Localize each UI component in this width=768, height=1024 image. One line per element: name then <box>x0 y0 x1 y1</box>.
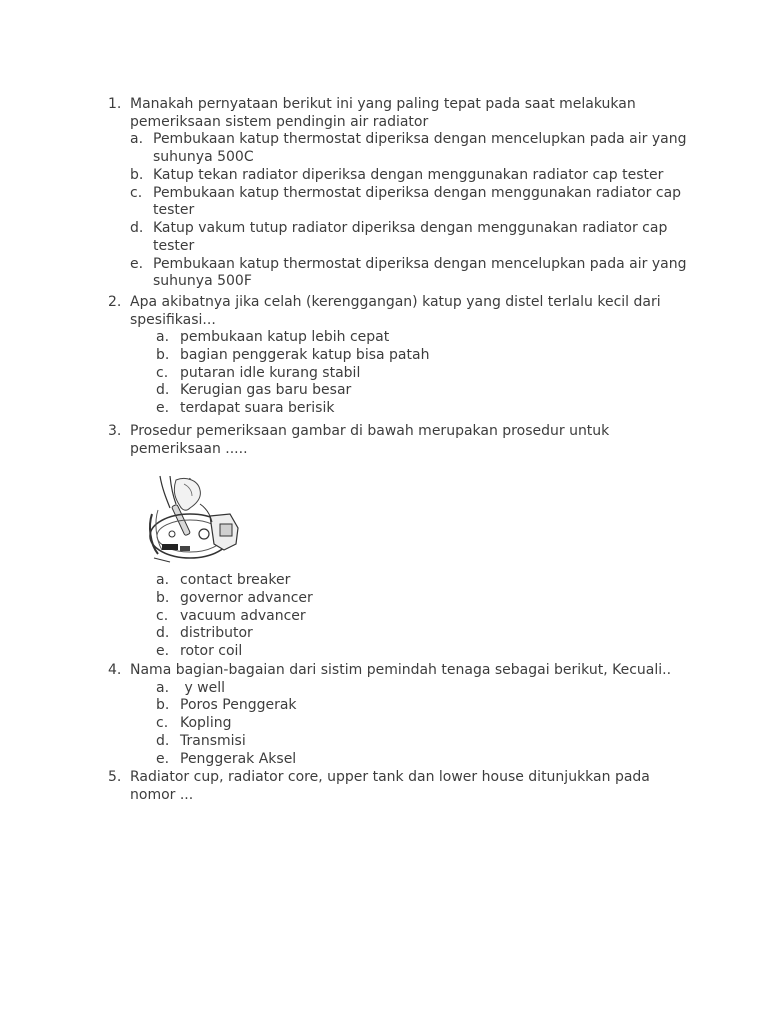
option-item <box>130 572 690 590</box>
question-number: 5. <box>108 769 122 785</box>
option-item <box>130 347 690 365</box>
question-3-options <box>130 572 690 661</box>
option-letter: c. <box>156 364 169 381</box>
option-letter: c. <box>130 184 143 201</box>
option-item <box>130 590 690 608</box>
option-letter: c. <box>156 715 169 732</box>
option-letter: e. <box>130 255 144 272</box>
question-number: 4. <box>108 662 122 678</box>
option-item <box>130 608 690 626</box>
question-text: Nama bagian-bagaian dari sistim pemindah tenaga sebagai berikut, Kecuali.. <box>130 662 672 678</box>
option-text: Transmisi <box>180 732 246 749</box>
option-text: Pembukaan katup thermostat diperiksa dengan mencelupkan pada air yang suhunya 500F <box>153 255 687 289</box>
option-list <box>130 329 690 418</box>
question-1 <box>108 96 690 291</box>
option-item <box>130 167 690 185</box>
option-item <box>130 185 690 220</box>
option-text: Katup vakum tutup radiator diperiksa dengan menggunakan radiator cap tester <box>153 220 668 254</box>
option-text: rotor coil <box>180 643 243 660</box>
option-letter: d. <box>156 382 170 399</box>
question-number: 2. <box>108 294 122 310</box>
option-letter: a. <box>156 679 170 696</box>
option-letter: b. <box>156 346 170 363</box>
question-number: 3. <box>108 423 122 439</box>
option-item <box>130 329 690 347</box>
option-letter: d. <box>156 732 170 749</box>
option-item <box>130 715 690 733</box>
question-2 <box>108 294 690 418</box>
option-item <box>130 625 690 643</box>
option-text: Pembukaan katup thermostat diperiksa dengan menggunakan radiator cap tester <box>153 184 682 218</box>
contact-breaker-inspection-icon <box>140 474 244 570</box>
option-item <box>130 697 690 715</box>
option-item <box>130 733 690 751</box>
option-text: governor advancer <box>180 589 313 606</box>
question-text: Apa akibatnya jika celah (kerenggangan) katup yang distel terlalu kecil dari spesifikasi... <box>130 294 661 328</box>
question-text: Manakah pernyataan berikut ini yang paling tepat pada saat melakukan pemeriksaan sistem pendingin air radiator <box>130 96 636 130</box>
question-3 <box>108 423 690 458</box>
option-letter: d. <box>130 220 144 236</box>
option-text: Penggerak Aksel <box>180 750 297 767</box>
option-text: pembukaan katup lebih cepat <box>180 329 390 345</box>
option-letter: c. <box>156 607 169 624</box>
option-list <box>130 572 690 661</box>
question-text: Radiator cup, radiator core, upper tank dan lower house ditunjukkan pada nomor ... <box>130 769 650 803</box>
option-letter: b. <box>156 697 170 714</box>
option-item <box>130 131 690 166</box>
option-letter: b. <box>130 166 144 183</box>
question-4 <box>108 662 690 768</box>
option-letter: a. <box>156 329 170 345</box>
option-text: contact breaker <box>180 572 291 588</box>
option-item <box>130 400 690 418</box>
option-item <box>130 643 690 661</box>
option-text: y well <box>180 679 226 696</box>
option-text: vacuum advancer <box>180 607 306 624</box>
option-list <box>130 131 690 291</box>
option-letter: b. <box>156 589 170 606</box>
option-letter: a. <box>156 572 170 588</box>
option-item <box>130 220 690 255</box>
question-5 <box>108 769 690 804</box>
option-text: bagian penggerak katup bisa patah <box>180 346 430 363</box>
option-item <box>130 256 690 291</box>
option-text: Pembukaan katup thermostat diperiksa dengan mencelupkan pada air yang suhunya 500C <box>153 131 687 165</box>
option-letter: a. <box>130 131 144 147</box>
question-number: 1. <box>108 96 122 112</box>
option-item <box>130 382 690 400</box>
option-text: Kopling <box>180 715 232 732</box>
option-text: putaran idle kurang stabil <box>180 364 361 381</box>
option-item <box>130 365 690 383</box>
option-letter: e. <box>156 643 170 660</box>
option-item <box>130 751 690 769</box>
option-letter: d. <box>156 625 170 642</box>
option-list <box>130 680 690 769</box>
option-text: terdapat suara berisik <box>180 400 335 417</box>
option-item <box>130 680 690 698</box>
option-text: Poros Penggerak <box>180 697 297 714</box>
option-text: distributor <box>180 625 253 642</box>
option-text: Katup tekan radiator diperiksa dengan menggunakan radiator cap tester <box>153 166 664 183</box>
option-letter: e. <box>156 400 170 417</box>
option-letter: e. <box>156 750 170 767</box>
question-text: Prosedur pemeriksaan gambar di bawah merupakan prosedur untuk pemeriksaan ..... <box>130 423 610 457</box>
option-text: Kerugian gas baru besar <box>180 382 352 399</box>
